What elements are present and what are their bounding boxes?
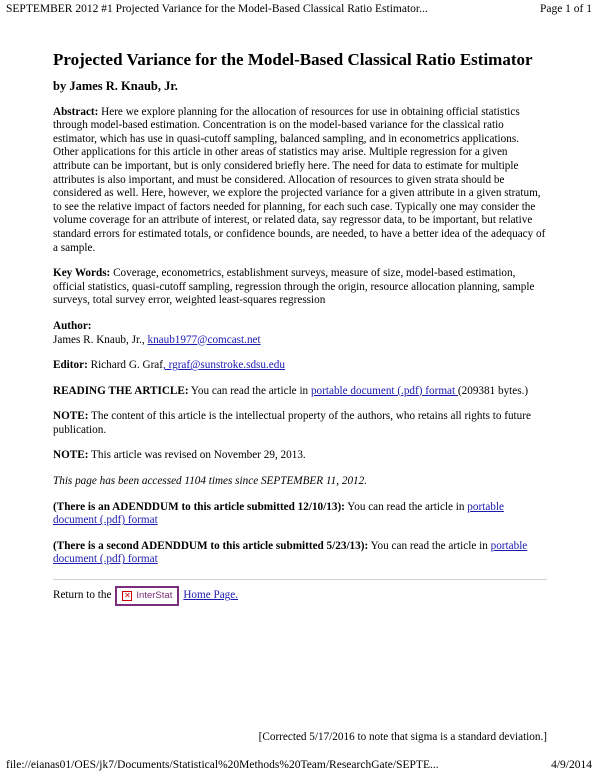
reading-paragraph bbox=[53, 385, 547, 399]
addendum-1-label: (There is an ADENDDUM to this article submitted 12/10/13): bbox=[53, 500, 345, 513]
addendum-2-text: You can read the article in bbox=[368, 539, 491, 552]
print-header-page: Page 1 of 1 bbox=[539, 3, 592, 15]
note-copyright-text: The content of this article is the intellectual property of the authors, who retains all rights to future publication. bbox=[53, 410, 531, 436]
author-email-link[interactable]: knaub1977@comcast.net bbox=[147, 333, 261, 346]
access-counter bbox=[53, 475, 547, 489]
byline: by James R. Knaub, Jr. bbox=[53, 79, 178, 93]
keywords-text: Coverage, econometrics, establishment surveys, measure of size, model-based estimation, official statistics, quasi-cutoff sampling, regression through the origin, resource allocation planning, sample surveys, total survey error, weighted least-squares regression bbox=[53, 267, 535, 307]
author-paragraph bbox=[53, 320, 547, 347]
addendum-1 bbox=[53, 501, 547, 528]
editor-label: Editor: bbox=[53, 359, 88, 372]
editor-name: Richard G. Graf bbox=[87, 359, 163, 372]
note-copyright-label: NOTE: bbox=[53, 410, 89, 423]
print-footer bbox=[6, 759, 592, 771]
note-revision-label: NOTE: bbox=[53, 449, 89, 462]
abstract-text: Here we explore planning for the allocation of resources for use in obtaining official statistics through model-based estimation. Concentration is on the model-based variance for the classical ratio estimator, which has use in quasi-cutoff sampling, balanced sampling, and in econometrics applications. Other applications for this article in other areas of statistics may arise. Multiple regression for a given attribute can be important, but is only considered briefly here. The need for data to estimate for multiple attributes is also important, and must be considered. Allocation of resources to given strata should be considered as well. Here, however, we explore the projected variance for a given attribute in a given stratum, to see the relative impact of factors needed for planning, for each such case. Typically one may consider the volume coverage for an attribute of interest, or related data, say regressor data, to be important, but relative standard errors for estimated totals, or confidence bounds, are needed, to have a better idea of the adequacy of a sample. bbox=[53, 105, 546, 254]
correction-note: [Corrected 5/17/2016 to note that sigma is a standard deviation.] bbox=[258, 731, 547, 743]
broken-image-icon: ✕ bbox=[124, 591, 131, 601]
addendum-2-label: (There is a second ADENDDUM to this article submitted 5/23/13): bbox=[53, 539, 369, 552]
access-counter-text: This page has been accessed 1104 times since SEPTEMBER 11, 2012. bbox=[53, 475, 368, 488]
interstat-logo[interactable] bbox=[115, 586, 179, 606]
reading-pdf-link[interactable]: portable document (.pdf) format bbox=[310, 384, 458, 397]
addendum-1-pdf-link[interactable]: portable document (.pdf) format bbox=[53, 500, 504, 527]
author-label: Author: bbox=[53, 319, 92, 332]
print-header bbox=[6, 3, 592, 15]
keywords-paragraph bbox=[53, 267, 547, 308]
print-header-title: SEPTEMBER 2012 #1 Projected Variance for the Model-Based Classical Ratio Estimator... bbox=[6, 3, 428, 15]
addendum-1-text: You can read the article in bbox=[344, 500, 468, 513]
article-content bbox=[53, 50, 547, 606]
note-copyright bbox=[53, 410, 547, 437]
author-name: James R. Knaub, Jr., bbox=[53, 333, 148, 346]
abstract-label: Abstract: bbox=[53, 105, 99, 118]
editor-email-link[interactable]: , rgraf@sunstroke.sdsu.edu bbox=[163, 359, 285, 372]
home-page-link[interactable]: Home Page. bbox=[183, 589, 239, 602]
editor-paragraph bbox=[53, 359, 547, 373]
abstract-paragraph bbox=[53, 106, 547, 256]
addendum-2-pdf-link[interactable]: portable document (.pdf) format bbox=[53, 539, 528, 566]
note-revision-text: This article was revised on November 29, 2013. bbox=[88, 449, 306, 462]
reading-text: You can read the article in bbox=[188, 384, 311, 397]
print-footer-date: 4/9/2014 bbox=[551, 759, 592, 771]
interstat-logo-text: InterStat bbox=[136, 590, 173, 602]
keywords-label: Key Words: bbox=[53, 267, 111, 280]
return-prefix: Return to the bbox=[53, 589, 112, 602]
addendum-2 bbox=[53, 540, 547, 567]
page-title: Projected Variance for the Model-Based Classical Ratio Estimator bbox=[53, 50, 533, 69]
reading-label: READING THE ARTICLE: bbox=[53, 384, 189, 397]
print-footer-url: file://eianas01/OES/jk7/Documents/Statistical%20Methods%20Team/ResearchGate/SEPTE... bbox=[6, 759, 439, 771]
note-revision bbox=[53, 449, 547, 463]
reading-size: (209381 bytes.) bbox=[457, 384, 529, 397]
return-row bbox=[53, 579, 547, 606]
